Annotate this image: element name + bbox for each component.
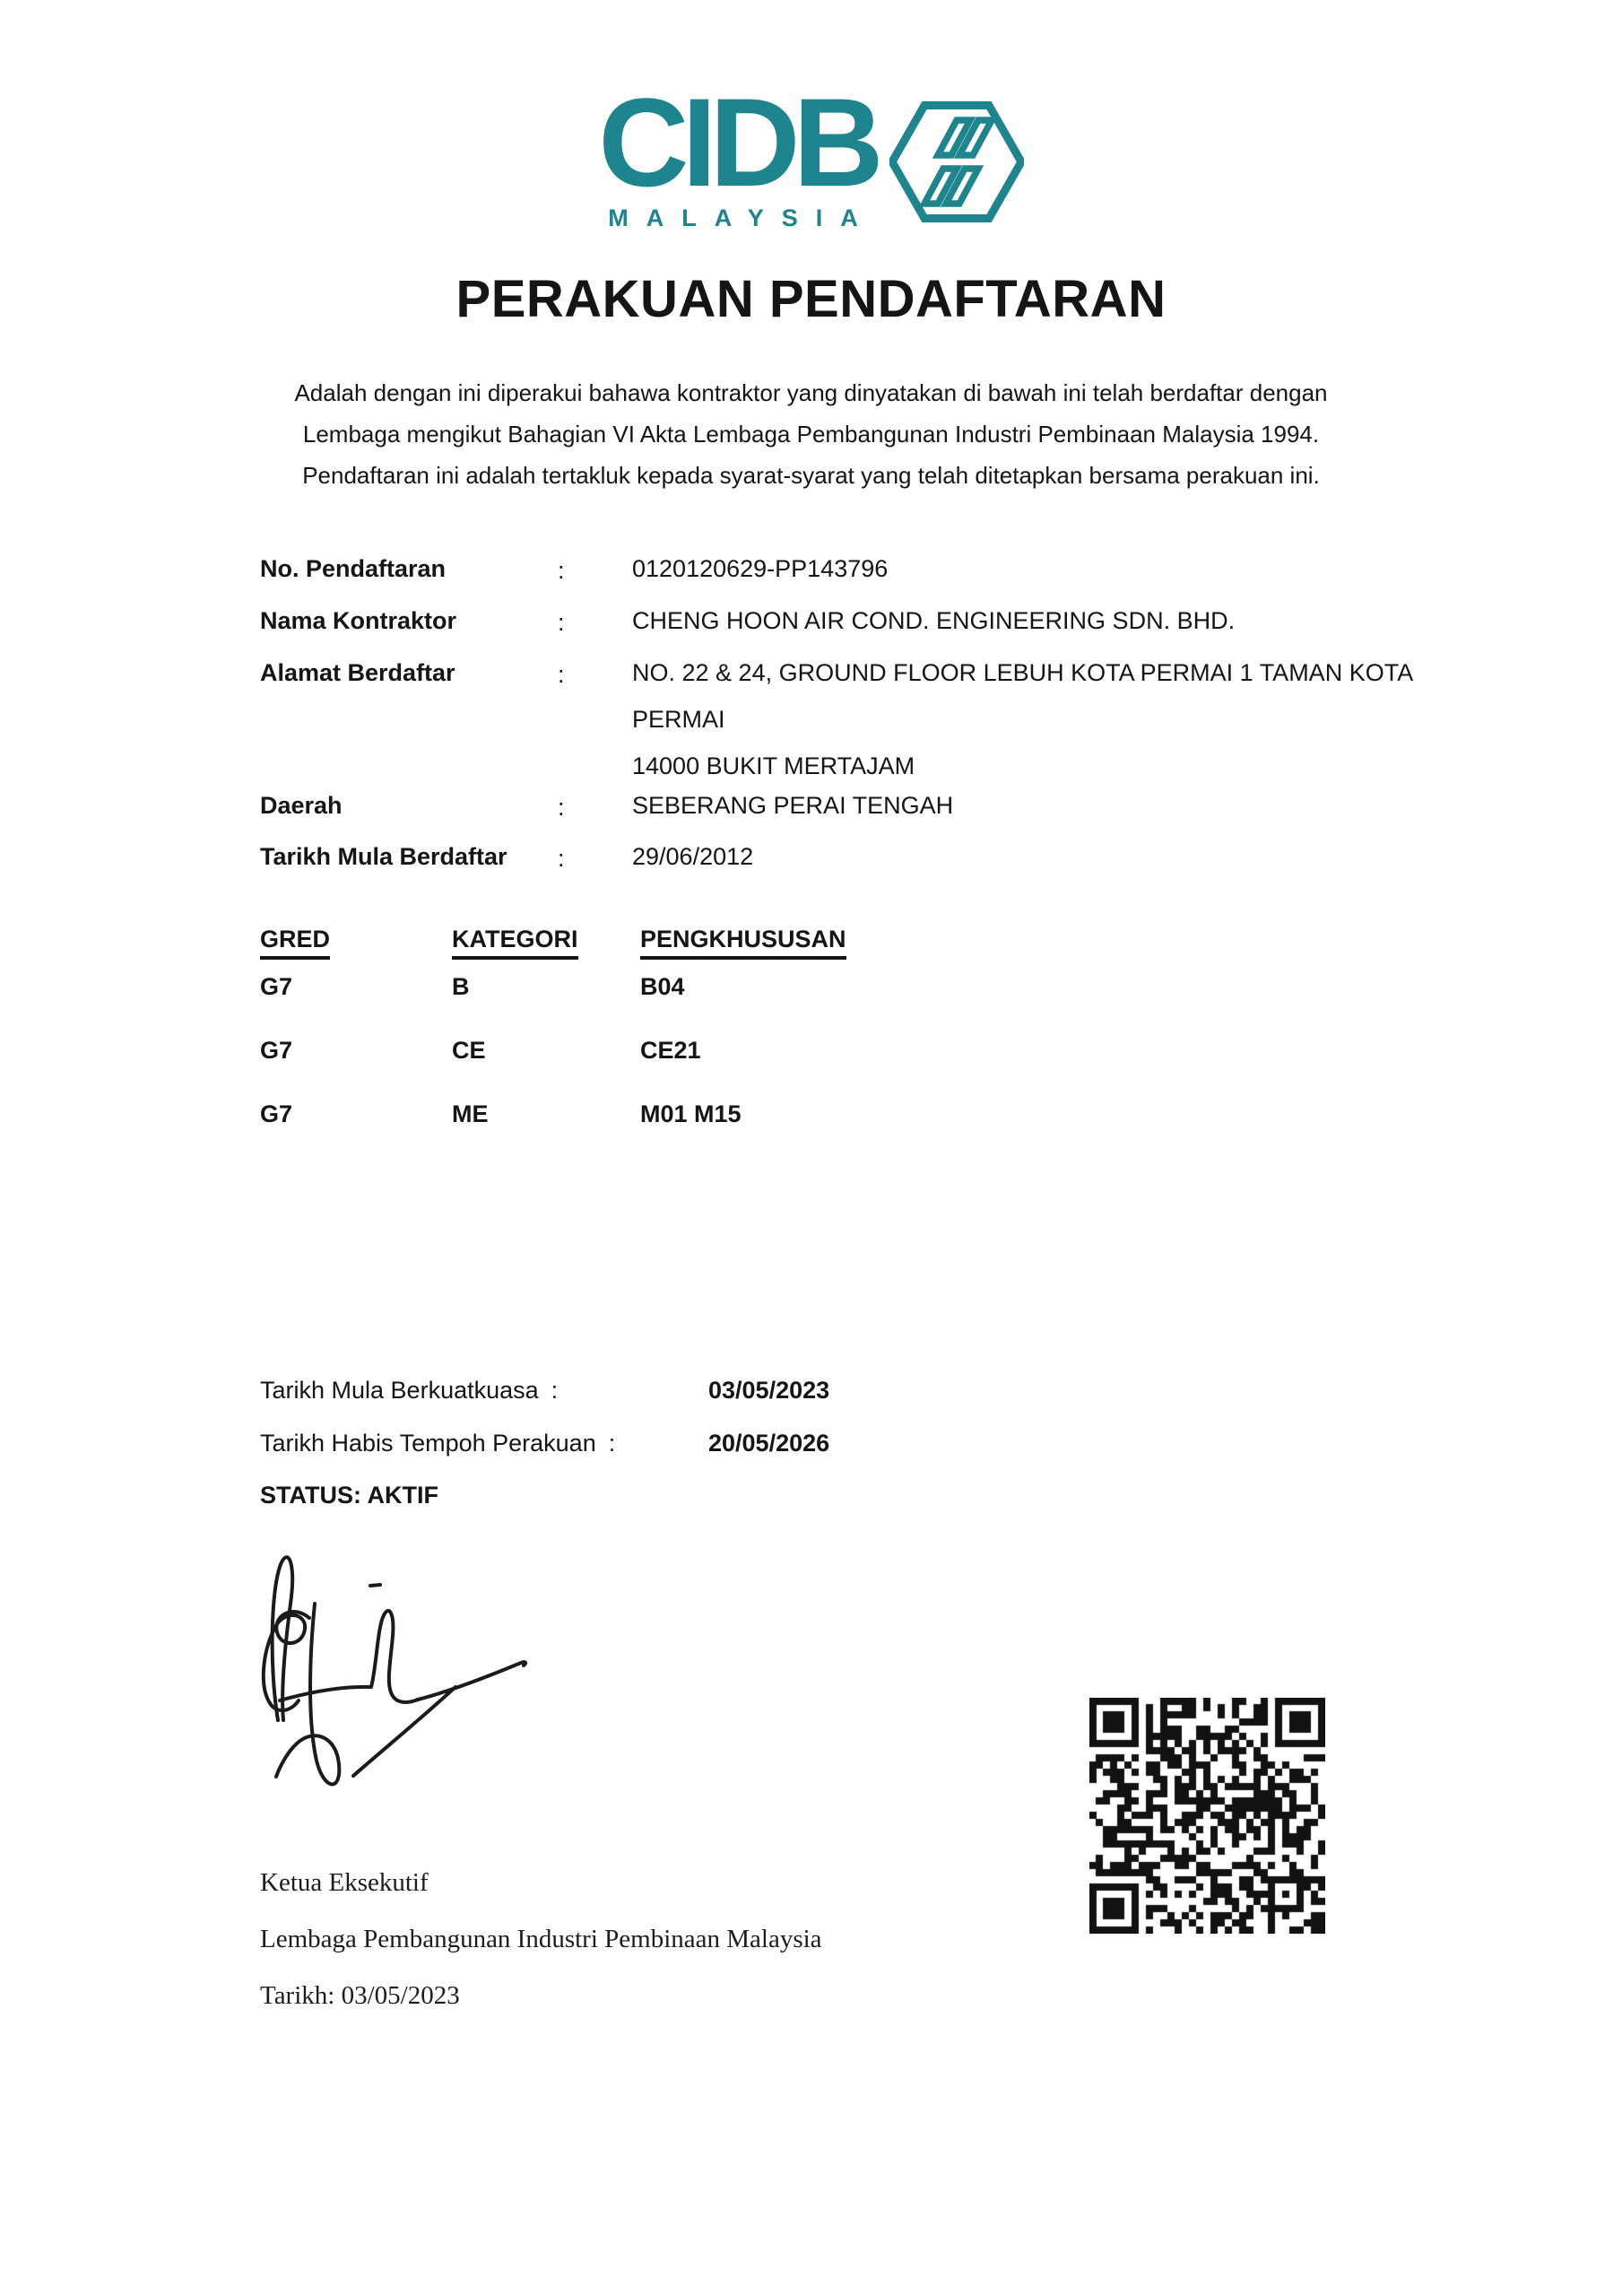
- signatory-title: Ketua Eksekutif: [260, 1868, 429, 1897]
- grade-cell: G7: [260, 1037, 293, 1064]
- validity-label: Tarikh Mula Berkuatkuasa: [260, 1377, 539, 1404]
- intro-line: Lembaga mengikut Bahagian VI Akta Lembaga Pembangunan Industri Pembinaan Malaysia 1994.: [302, 421, 1320, 448]
- organization-name: Lembaga Pembangunan Industri Pembinaan Malaysia: [260, 1925, 822, 1953]
- column-header-kategori: KATEGORI: [452, 926, 578, 960]
- detail-colon: :: [558, 794, 565, 821]
- category-cell: ME: [452, 1100, 489, 1127]
- hexagon-h-logo-icon: [889, 88, 1024, 236]
- address-line-1: NO. 22 & 24, GROUND FLOOR LEBUH KOTA PERMAI 1 TAMAN KOTA PERMAI: [632, 659, 1412, 733]
- qr-code: [1089, 1698, 1325, 1934]
- detail-label: Daerah: [260, 792, 343, 819]
- brand-name: CIDB: [598, 71, 877, 213]
- brand-logo: [0, 71, 1622, 236]
- validity-label: Tarikh Habis Tempoh Perakuan: [260, 1430, 596, 1457]
- detail-label: Nama Kontraktor: [260, 607, 457, 634]
- brand-wordmark: [598, 71, 877, 233]
- column-header-gred: GRED: [260, 926, 330, 960]
- detail-value: SEBERANG PERAI TENGAH: [632, 792, 954, 819]
- specialization-cell: CE21: [640, 1037, 701, 1064]
- validity-value: 20/05/2026: [708, 1430, 830, 1457]
- detail-value: 0120120629-PP143796: [632, 555, 889, 582]
- footer-date: Tarikh: 03/05/2023: [260, 1981, 460, 2010]
- detail-colon: :: [558, 557, 565, 584]
- intro-line: Adalah dengan ini diperakui bahawa kontraktor yang dinyatakan di bawah ini telah berdaftar dengan: [294, 379, 1328, 406]
- column-header-pengkhususan: PENGKHUSUSAN: [640, 926, 846, 960]
- detail-label: No. Pendaftaran: [260, 555, 447, 582]
- grade-cell: G7: [260, 973, 293, 1000]
- validity-row-expiry-date: [260, 1430, 1336, 1457]
- detail-value: [632, 649, 1484, 789]
- detail-value: 29/06/2012: [632, 843, 754, 870]
- detail-value: CHENG HOON AIR COND. ENGINEERING SDN. BHD.: [632, 607, 1236, 634]
- category-cell: B: [452, 973, 470, 1000]
- signature: [224, 1541, 628, 1837]
- validity-value: 03/05/2023: [708, 1377, 830, 1404]
- page-title: PERAKUAN PENDAFTARAN: [455, 270, 1167, 328]
- specialization-cell: M01 M15: [640, 1100, 742, 1127]
- address-line-2: 14000 BUKIT MERTAJAM: [632, 752, 915, 779]
- detail-label: Alamat Berdaftar: [260, 659, 455, 686]
- intro-paragraph: [0, 372, 1622, 496]
- validity-colon: :: [608, 1430, 616, 1457]
- status-badge: STATUS: AKTIF: [260, 1482, 438, 1509]
- specialization-cell: B04: [640, 973, 685, 1000]
- detail-colon: :: [558, 609, 565, 636]
- detail-colon: :: [558, 661, 565, 688]
- intro-line: Pendaftaran ini adalah tertakluk kepada syarat-syarat yang telah ditetapkan bersama perakuan ini.: [302, 462, 1320, 489]
- grade-cell: G7: [260, 1100, 293, 1127]
- category-cell: CE: [452, 1037, 486, 1064]
- detail-colon: :: [558, 845, 565, 872]
- brand-subtitle: MALAYSIA: [608, 204, 876, 232]
- detail-label: Tarikh Mula Berdaftar: [260, 843, 507, 870]
- validity-row-effective-date: [260, 1377, 1336, 1405]
- validity-colon: :: [551, 1377, 559, 1404]
